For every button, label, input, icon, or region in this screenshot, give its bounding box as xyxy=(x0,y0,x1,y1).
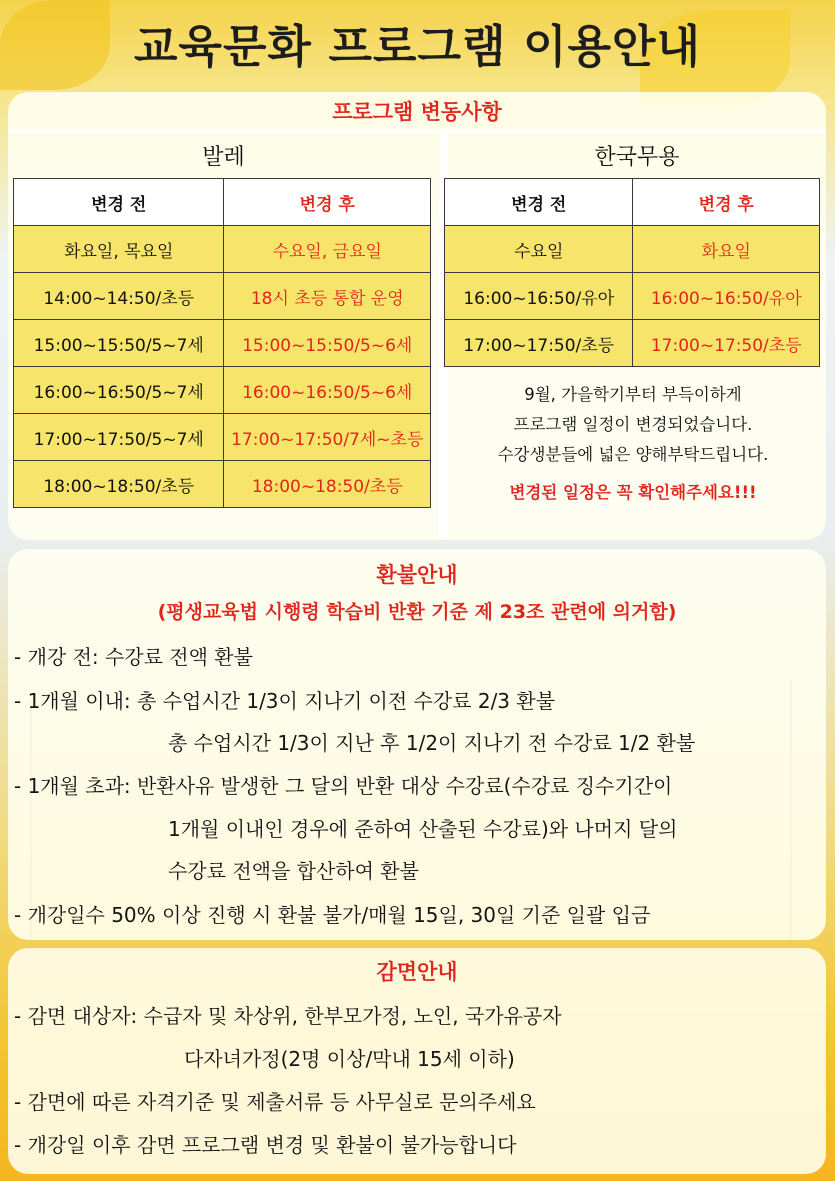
header-before: 변경 전 xyxy=(445,179,633,226)
notice-line: 9월, 가을학기부터 부득이하게 xyxy=(524,385,742,404)
table-header-row xyxy=(14,179,431,226)
discount-line: - 감면에 따른 자격기준 및 제출서류 등 사무실로 문의주세요 xyxy=(14,1090,536,1114)
discount-panel xyxy=(8,948,826,1174)
table-row xyxy=(14,461,431,508)
discount-line: 다자녀가정(2명 이상/막내 15세 이하) xyxy=(184,1047,515,1071)
header-after: 변경 후 xyxy=(224,179,431,226)
cell-after: 15:00~15:50/5~6세 xyxy=(224,320,431,367)
cell-before: 14:00~14:50/초등 xyxy=(14,273,224,320)
cell-before: 수요일 xyxy=(445,226,633,273)
cell-after: 18시 초등 통합 운영 xyxy=(224,273,431,320)
refund-subtitle: (평생교육법 시행령 학습비 반환 기준 제 23조 관련에 의거함) xyxy=(157,601,677,623)
table-row xyxy=(14,367,431,414)
change-panel xyxy=(8,92,826,540)
cell-before: 15:00~15:50/5~7세 xyxy=(14,320,224,367)
cell-after: 17:00~17:50/7세~초등 xyxy=(224,414,431,461)
refund-line: - 개강일수 50% 이상 진행 시 환불 불가/매월 15일, 30일 기준 일괄 입금 xyxy=(14,903,651,927)
cell-after: 18:00~18:50/초등 xyxy=(224,461,431,508)
korean-dance-title: 한국무용 xyxy=(594,145,680,170)
cell-before: 화요일, 목요일 xyxy=(14,226,224,273)
refund-line: 1개월 이내인 경우에 준하여 산출된 수강료)와 나머지 달의 xyxy=(168,817,678,841)
korean-dance-table xyxy=(444,178,820,367)
cell-after: 17:00~17:50/초등 xyxy=(633,320,820,367)
cell-after: 16:00~16:50/5~6세 xyxy=(224,367,431,414)
notice-warning: 변경된 일정은 꼭 확인해주세요!!! xyxy=(509,483,757,502)
refund-line: - 1개월 이내: 총 수업시간 1/3이 지나기 이전 수강료 2/3 환불 xyxy=(14,689,556,713)
cell-after: 16:00~16:50/유아 xyxy=(633,273,820,320)
refund-line: - 개강 전: 수강료 전액 환불 xyxy=(14,645,253,669)
header-after: 변경 후 xyxy=(633,179,820,226)
table-row xyxy=(445,320,820,367)
ballet-title: 발레 xyxy=(202,145,245,170)
table-row xyxy=(14,320,431,367)
divider xyxy=(8,129,826,133)
refund-title: 환불안내 xyxy=(376,563,458,587)
table-row xyxy=(14,226,431,273)
page-title: 교육문화 프로그램 이용안내 xyxy=(134,20,701,73)
cell-after: 수요일, 금요일 xyxy=(224,226,431,273)
cell-before: 18:00~18:50/초등 xyxy=(14,461,224,508)
discount-line: - 감면 대상자: 수급자 및 차상위, 한부모가정, 노인, 국가유공자 xyxy=(14,1004,562,1028)
table-header-row xyxy=(445,179,820,226)
ballet-table xyxy=(13,178,431,508)
cell-after: 화요일 xyxy=(633,226,820,273)
table-row xyxy=(14,273,431,320)
refund-panel xyxy=(8,549,826,940)
cell-before: 17:00~17:50/초등 xyxy=(445,320,633,367)
table-row xyxy=(14,414,431,461)
refund-line: - 1개월 초과: 반환사유 발생한 그 달의 반환 대상 수강료(수강료 징수기간이 xyxy=(14,774,673,798)
discount-title: 감면안내 xyxy=(376,960,458,984)
cell-before: 16:00~16:50/유아 xyxy=(445,273,633,320)
table-row xyxy=(445,226,820,273)
notice-line: 프로그램 일정이 변경되었습니다. xyxy=(513,415,753,434)
refund-line: 총 수업시간 1/3이 지난 후 1/2이 지나기 전 수강료 1/2 환불 xyxy=(168,731,696,755)
refund-line: 수강료 전액을 합산하여 환불 xyxy=(168,859,419,883)
change-title: 프로그램 변동사항 xyxy=(332,100,502,124)
header-before: 변경 전 xyxy=(14,179,224,226)
cell-before: 16:00~16:50/5~7세 xyxy=(14,367,224,414)
table-row xyxy=(445,273,820,320)
discount-line: - 개강일 이후 감면 프로그램 변경 및 환불이 불가능합니다 xyxy=(14,1133,517,1157)
notice-line: 수강생분들에 넓은 양해부탁드립니다. xyxy=(497,445,769,464)
cell-before: 17:00~17:50/5~7세 xyxy=(14,414,224,461)
